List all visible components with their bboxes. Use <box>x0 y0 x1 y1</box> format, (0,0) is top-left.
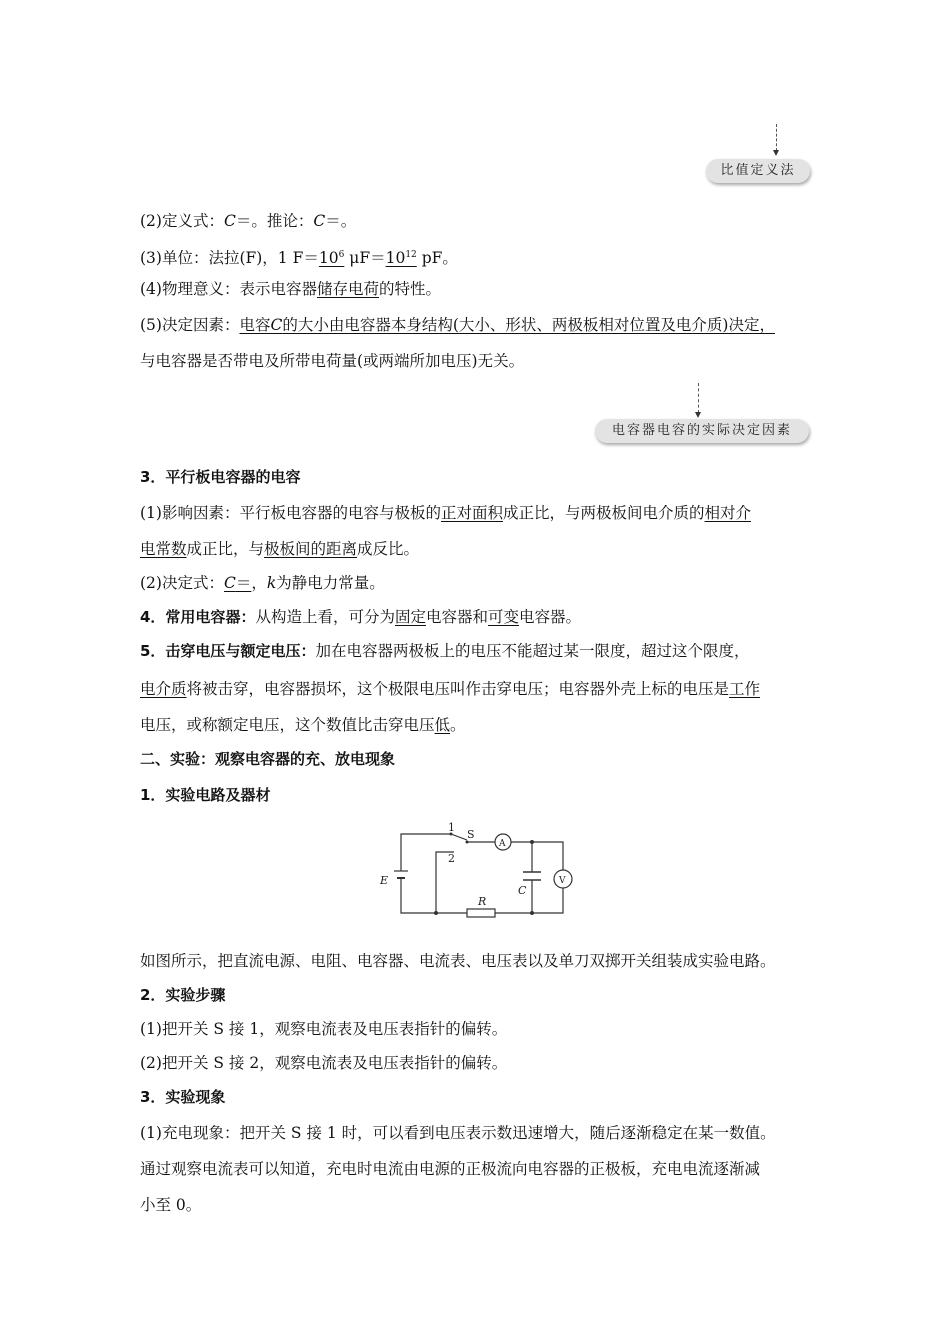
line-determining-factors-cont: 与电容器是否带电及所带电荷量(或两端所加电压)无关。 <box>140 352 525 370</box>
line-unit: (3)单位：法拉(F)，1 $F=10^6$ $\mu F=10^{12}$ pF。 <box>140 249 458 268</box>
line-charging-2: 通过观察电流表可以知道，充电时电流由电源的正极流向电容器的正极板，充电电流逐渐减 <box>140 1160 761 1178</box>
label-emf: E <box>380 874 389 887</box>
arrowhead-tag2 <box>695 412 701 418</box>
wire-bottom-left <box>401 878 467 913</box>
heading-experiment-steps: 2．实验步骤 <box>140 986 226 1004</box>
arrowhead-tag1 <box>773 150 779 156</box>
junction-top <box>530 840 534 844</box>
heading-circuit-equipment: 1．实验电路及器材 <box>140 786 271 804</box>
resistor <box>467 909 495 917</box>
line-breakdown-voltage-end: 电压，或称额定电压，这个数值比击穿电压低。 <box>140 716 466 734</box>
junction-bottom-right <box>530 911 534 915</box>
line-charging-1: (1)充电现象：把开关 S 接 1 时，可以看到电压表示数迅速增大，随后逐渐稳定在某一数值。 <box>140 1124 776 1142</box>
label-contact-2: 2 <box>448 852 455 865</box>
annotation-tag-actual-factors: 电容器电容的实际决定因素 <box>595 419 809 443</box>
heading-parallel-plate: 3．平行板电容器的电容 <box>140 468 301 486</box>
line-charging-3: 小至 0。 <box>140 1196 202 1214</box>
junction-bottom-left <box>434 911 438 915</box>
line-influencing-factors-cont: 电常数成正比，与极板间的距离成反比。 <box>140 540 420 558</box>
line-circuit-description: 如图所示，把直流电源、电阻、电容器、电流表、电压表以及单刀双掷开关组装成实验电路。 <box>140 952 776 970</box>
line-definition: (2)定义式：C＝。推论：C＝。 <box>140 212 357 230</box>
line-step-2: (2)把开关 S 接 2，观察电流表及电压表指针的偏转。 <box>140 1054 508 1072</box>
line-influencing-factors: (1)影响因素：平行板电容器的电容与极板的正对面积成正比，与两极板间电介质的相对介 <box>140 504 752 522</box>
switch-blade <box>451 834 467 840</box>
label-contact-1: 1 <box>448 821 455 834</box>
line-physical-meaning: (4)物理意义：表示电容器储存电荷的特性。 <box>140 280 441 298</box>
arrow-tag1 <box>776 124 777 151</box>
heading-experiment-phenomena: 3．实验现象 <box>140 1088 226 1106</box>
wire-voltmeter-bottom <box>546 888 563 913</box>
label-voltmeter: V <box>559 876 566 886</box>
annotation-tag-ratio-definition: 比值定义法 <box>706 159 810 183</box>
arrow-tag2 <box>698 383 699 413</box>
line-determining-factors: (5)决定因素：电容C的大小由电容器本身结构(大小、形状、两极板相对位置及电介质)决定， <box>140 316 775 334</box>
label-switch: S <box>467 828 475 841</box>
wire-ammeter-right <box>511 842 563 870</box>
line-breakdown-voltage: 5．击穿电压与额定电压：加在电容器两极板上的电压不能超过某一限度，超过这个限度， <box>140 642 750 660</box>
label-ammeter: A <box>499 839 506 849</box>
circuit-diagram <box>370 820 580 925</box>
line-common-capacitors: 4．常用电容器：从构造上看，可分为固定电容器和可变电容器。 <box>140 608 582 626</box>
line-breakdown-voltage-cont: 电介质将被击穿，电容器损坏，这个极限电压叫作击穿电压；电容器外壳上标的电压是工作 <box>140 680 761 698</box>
label-resistor: R <box>478 895 487 908</box>
line-decisive-formula: (2)决定式：C＝，k为静电力常量。 <box>140 574 385 592</box>
line-step-1: (1)把开关 S 接 1，观察电流表及电压表指针的偏转。 <box>140 1020 508 1038</box>
label-capacitor: C <box>518 884 527 897</box>
heading-experiment: 二、实验：观察电容器的充、放电现象 <box>140 750 396 768</box>
